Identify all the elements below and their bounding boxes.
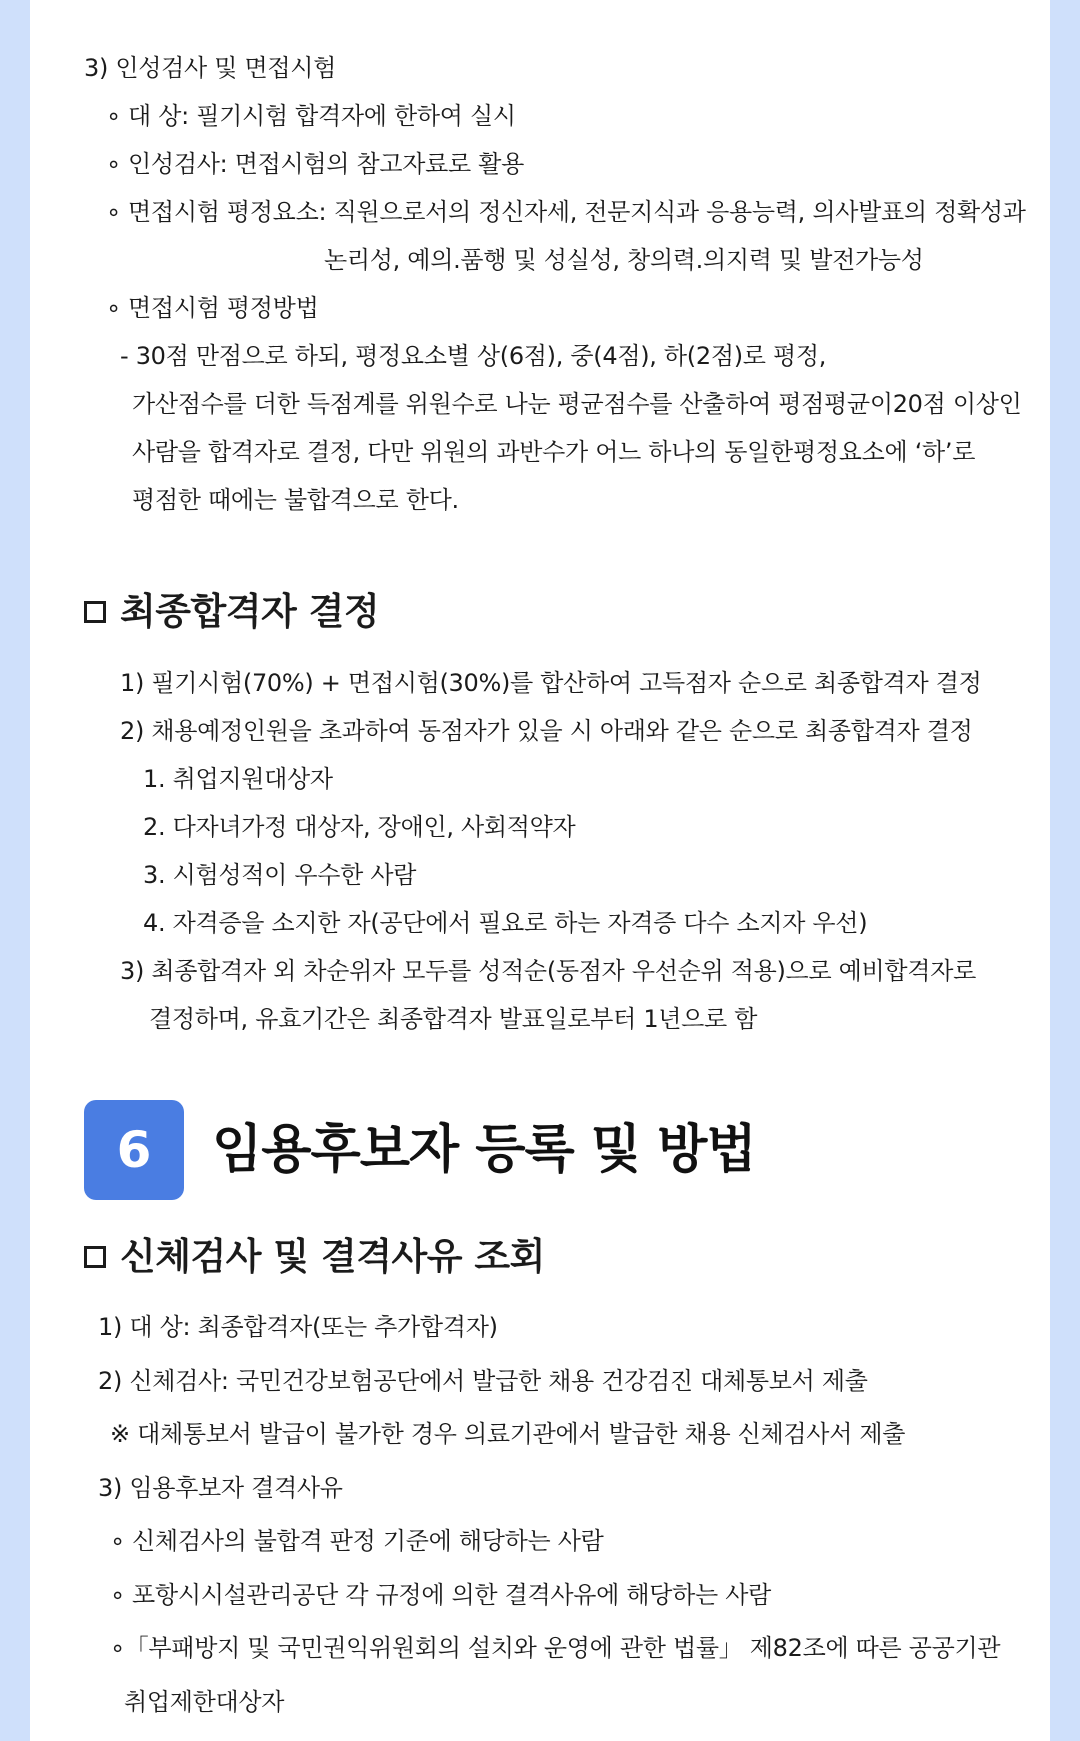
section-number-badge: 6 — [84, 1100, 184, 1200]
tiebreak-item: 4. 자격증을 소지한 자(공단에서 필요로 하는 자격증 다수 소지자 우선) — [143, 909, 868, 937]
final-item-continued: 결정하며, 유효기간은 최종합격자 발표일로부터 1년으로 함 — [149, 1005, 758, 1033]
square-bullet-icon — [84, 1246, 106, 1268]
physical-exam-heading: 신체검사 및 결격사유 조회 — [84, 1234, 545, 1280]
section-title: 임용후보자 등록 및 방법 — [212, 1120, 756, 1180]
disqualification-reason: ∘ 신체검사의 불합격 판정 기준에 해당하는 사람 — [110, 1527, 604, 1555]
tiebreak-item: 2. 다자녀가정 대상자, 장애인, 사회적약자 — [143, 813, 576, 841]
interview-personality-test: ∘ 인성검사: 면접시험의 참고자료로 활용 — [106, 150, 524, 178]
document-page — [30, 0, 1050, 1741]
final-item: 1) 필기시험(70%) + 면접시험(30%)를 합산하여 고득점자 순으로 최종합격자 결정 — [120, 669, 982, 697]
physical-item: 3) 임용후보자 결격사유 — [98, 1474, 343, 1502]
final-pass-heading: 최종합격자 결정 — [84, 589, 379, 635]
interview-method-line: 사람을 합격자로 결정, 다만 위원의 과반수가 어느 하나의 동일한평정요소에 ‘하’로 — [132, 438, 976, 466]
interview-method-line: 평점한 때에는 불합격으로 한다. — [132, 486, 459, 514]
interview-criteria: ∘ 면접시험 평정요소: 직원으로서의 정신자세, 전문지식과 응용능력, 의사발표의 정확성과 — [106, 198, 1026, 226]
interview-section-title: 3) 인성검사 및 면접시험 — [84, 54, 336, 82]
disqualification-reason-continued: 취업제한대상자 — [124, 1688, 285, 1716]
final-item: 3) 최종합격자 외 차순위자 모두를 성적순(동점자 우선순위 적용)으로 예비합격자로 — [120, 957, 976, 985]
physical-item: 2) 신체검사: 국민건강보험공단에서 발급한 채용 건강검진 대체통보서 제출 — [98, 1367, 868, 1395]
tiebreak-item: 3. 시험성적이 우수한 사람 — [143, 861, 417, 889]
tiebreak-item: 1. 취업지원대상자 — [143, 765, 333, 793]
interview-method-line: - 30점 만점으로 하되, 평정요소별 상(6점), 중(4점), 하(2점)로 평정, — [120, 342, 827, 370]
square-bullet-icon — [84, 601, 106, 623]
disqualification-reason: ∘「부패방지 및 국민권익위원회의 설치와 운영에 관한 법률」 제82조에 따른 공공기관 — [110, 1634, 1001, 1662]
disqualification-reason: ∘ 포항시시설관리공단 각 규정에 의한 결격사유에 해당하는 사람 — [110, 1581, 772, 1609]
interview-method-line: 가산점수를 더한 득점계를 위원수로 나눈 평균점수를 산출하여 평점평균이20점 이상인 — [132, 390, 1022, 418]
final-item: 2) 채용예정인원을 초과하여 동점자가 있을 시 아래와 같은 순으로 최종합격자 결정 — [120, 717, 973, 745]
interview-target: ∘ 대 상: 필기시험 합격자에 한하여 실시 — [106, 102, 516, 130]
physical-item: 1) 대 상: 최종합격자(또는 추가합격자) — [98, 1313, 498, 1341]
interview-criteria-continued: 논리성, 예의.품행 및 성실성, 창의력.의지력 및 발전가능성 — [324, 246, 924, 274]
physical-note: ※ 대체통보서 발급이 불가한 경우 의료기관에서 발급한 채용 신체검사서 제출 — [110, 1420, 906, 1448]
interview-method-title: ∘ 면접시험 평정방법 — [106, 294, 319, 322]
